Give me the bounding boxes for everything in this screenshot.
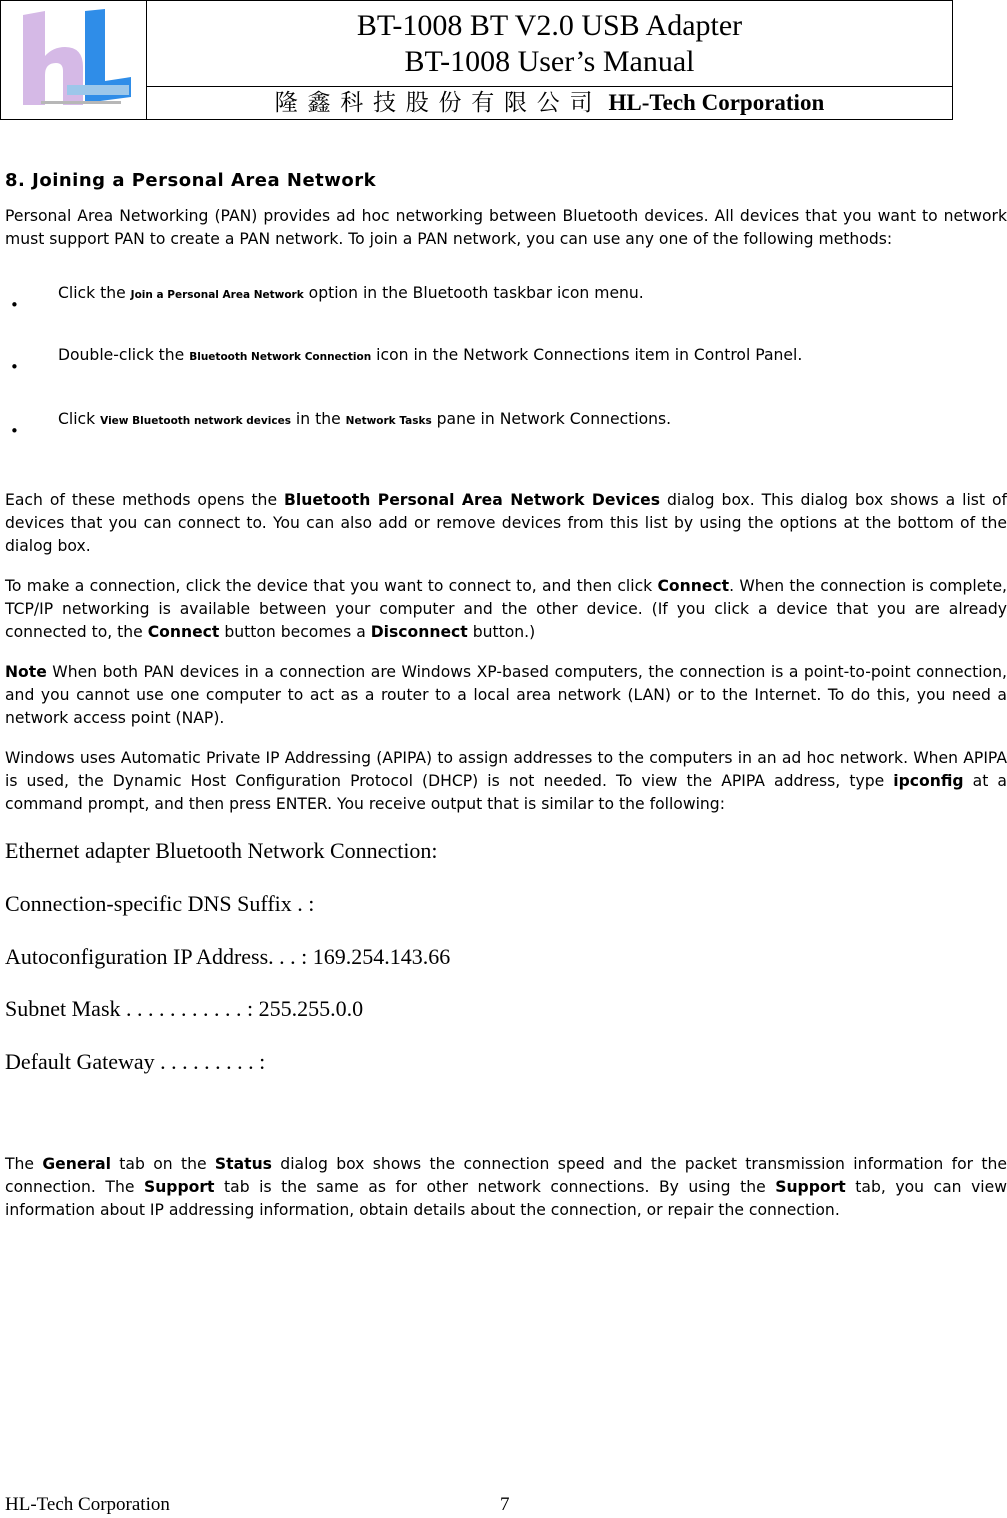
intro-paragraph: Personal Area Networking (PAN) provides ad hoc networking between Bluetooth devices. All devices that you want to network must support PAN to create a PAN network. To join a PAN network, you can use any one of the following methods: (5, 207, 1007, 248)
paragraph-status-dialog: The General tab on the Status dialog box shows the connection speed and the packet transmission information for the connection. The Support tab is the same as for other network connections. By using the Support tab, you can view information about IP addressing information, obtain details about the connection, or repair the connection. (5, 1155, 1007, 1219)
note-paragraph: Note When both PAN devices in a connection are Windows XP-based computers, the connection is a point-to-point connection, and you cannot use one computer to act as a router to a local area network (LAN) or to the Internet. To do this, you need a network access point (NAP). (5, 663, 1007, 727)
company-name-en: HL-Tech Corporation (608, 90, 825, 115)
company-cell (147, 87, 952, 119)
section-heading: 8. Joining a Personal Area Network (5, 170, 377, 191)
bullet-icon: • (10, 358, 19, 376)
ipconfig-line: Connection-specific DNS Suffix . : (5, 891, 315, 916)
connection-name: Bluetooth Network Connection (189, 351, 372, 363)
ipconfig-line: Default Gateway . . . . . . . . . : (5, 1049, 266, 1074)
bullet-icon: • (10, 296, 19, 314)
document-title: BT-1008 BT V2.0 USB Adapter (356, 9, 743, 42)
ipconfig-line: Ethernet adapter Bluetooth Network Connection: (5, 838, 438, 863)
company-name-cjk: 隆 鑫 科 技 股 份 有 限 公 司 (274, 90, 595, 115)
page-number: 7 (500, 1494, 510, 1515)
ipconfig-line: Subnet Mask . . . . . . . . . . . : 255.255.0.0 (5, 996, 364, 1021)
paragraph-apipa: Windows uses Automatic Private IP Addressing (APIPA) to assign addresses to the computers in an ad hoc network. When APIPA is used, the Dynamic Host Configuration Protocol (DHCP) is not needed. To view the APIPA address, type ipconfig at a command prompt, and then press ENTER. You receive output that is similar to the following: (5, 749, 1007, 813)
hl-logo-icon (1, 1, 146, 119)
bullet-icon: • (10, 422, 19, 440)
ipconfig-line: Autoconfiguration IP Address. . . : 169.254.143.66 (5, 944, 451, 969)
task-name: View Bluetooth network devices (100, 415, 291, 427)
paragraph-dialog-description: Each of these methods opens the Bluetooth Personal Area Network Devices dialog box. This dialog box shows a list of devices that you can connect to. You can also add or remove devices from this list by using the options at the bottom of the dialog box. (5, 491, 1007, 555)
footer-company: HL-Tech Corporation (5, 1494, 170, 1515)
paragraph-make-connection: To make a connection, click the device that you want to connect to, and then click Connect. When the connection is complete, TCP/IP networking is available between your computer and the other device. (If you click a device that you are already connected to, the Connect button becomes a Disconnect button.) (5, 577, 1007, 641)
title-cell (147, 1, 952, 87)
pane-name: Network Tasks (345, 415, 432, 427)
document-subtitle: BT-1008 User’s Manual (404, 45, 695, 78)
menu-option-name: Join a Personal Area Network (130, 289, 304, 301)
company-logo (1, 1, 147, 119)
document-header (0, 0, 953, 120)
